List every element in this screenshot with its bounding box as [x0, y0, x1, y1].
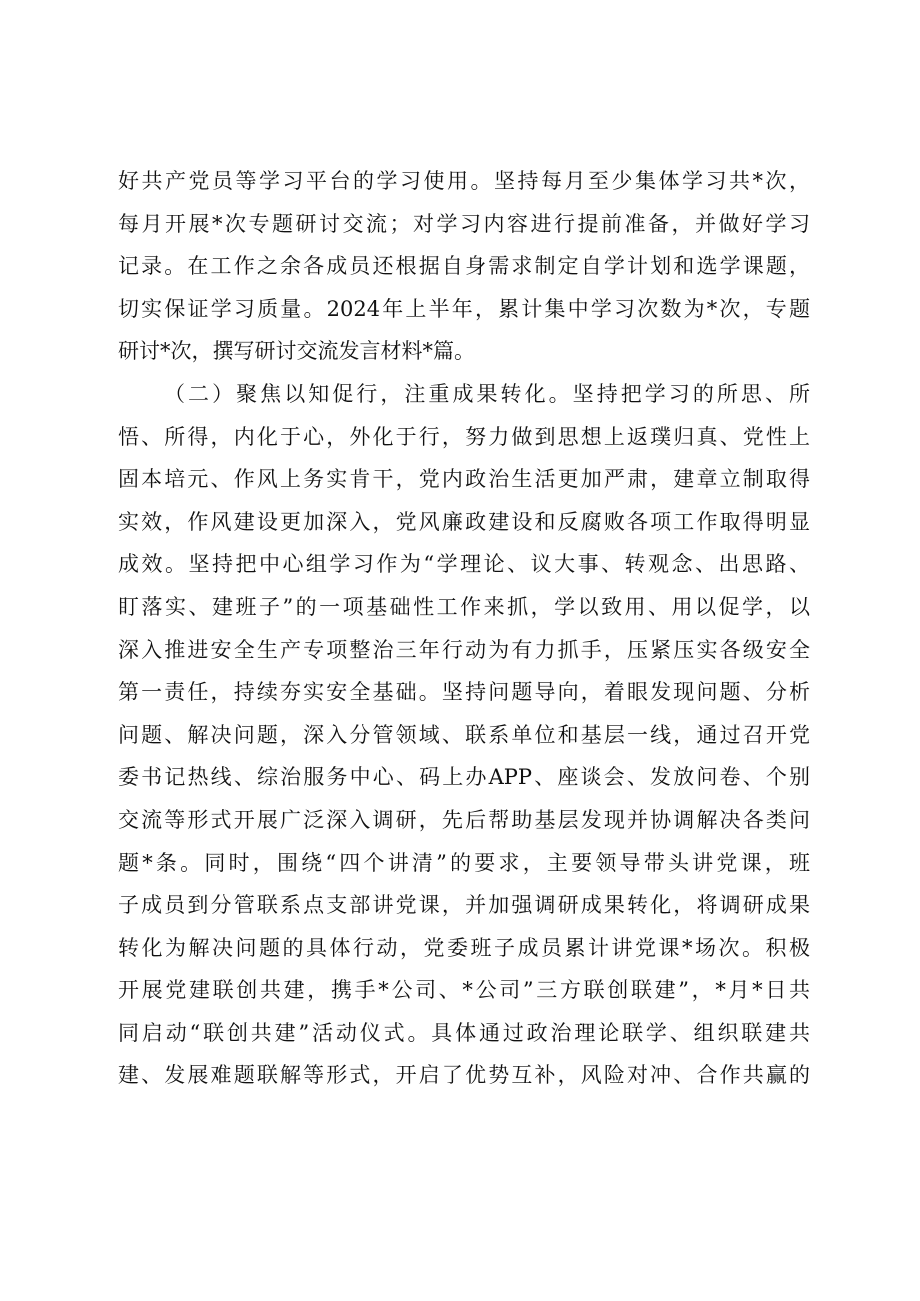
- text-line: 建、发展难题联解等形式，开启了优势互补，风险对冲、合作共赢的: [118, 1063, 810, 1088]
- text-line: 交流等形式开展广泛深入调研，先后帮助基层发现并协调解决各类问: [118, 807, 810, 832]
- text-line: 记录。在工作之余各成员还根据自身需求制定自学计划和选学课题，: [118, 254, 810, 279]
- text-line: 子成员到分管联系点支部讲党课，并加强调研成果转化，将调研成果: [118, 893, 810, 918]
- text-line: 固本培元、作风上务实肯干，党内政治生活更加严肃，建章立制取得: [118, 467, 810, 492]
- section-heading-line: （二）聚焦以知促行，注重成果转化。坚持把学习的所思、所: [164, 381, 810, 406]
- text-line: 盯落实、建班子”的一项基础性工作来抓，学以致用、用以促学，以: [118, 594, 810, 619]
- text-line: 转化为解决问题的具体行动，党委班子成员累计讲党课*场次。积极: [118, 935, 810, 960]
- paragraph-1: [118, 160, 810, 373]
- text-line: 题*条。同时，围绕“四个讲清”的要求，主要领导带头讲党课，班: [118, 850, 810, 875]
- text-line: 研讨*次，撰写研讨交流发言材料*篇。: [118, 339, 475, 364]
- text-line: 好共产党员等学习平台的学习使用。坚持每月至少集体学习共*次，: [118, 169, 810, 193]
- text-line: 委书记热线、综治服务中心、码上办APP、座谈会、发放问卷、个别: [118, 765, 810, 790]
- text-line: 同启动“联创共建”活动仪式。具体通过政治理论联学、组织联建共: [118, 1020, 810, 1045]
- text-line: 深入推进安全生产专项整治三年行动为有力抓手，压紧压实各级安全: [118, 637, 810, 662]
- text-line: 每月开展*次专题研讨交流；对学习内容进行提前准备，并做好学习: [118, 211, 810, 236]
- document-body: [118, 160, 810, 1097]
- text-line: 开展党建联创共建，携手*公司、*公司”三方联创联建”，*月*日共: [118, 978, 810, 1003]
- text-line: 实效，作风建设更加深入，党风廉政建设和反腐败各项工作取得明显: [118, 509, 810, 534]
- paragraph-2: [118, 373, 810, 1097]
- text-line: 悟、所得，内化于心，外化于行，努力做到思想上返璞归真、党性上: [118, 424, 810, 449]
- text-line: 切实保证学习质量。2024年上半年，累计集中学习次数为*次，专题: [118, 296, 810, 321]
- text-line: 成效。坚持把中心组学习作为“学理论、议大事、转观念、出思路、: [118, 552, 810, 577]
- text-line: 第一责任，持续夯实安全基础。坚持问题导向，着眼发现问题、分析: [118, 680, 810, 705]
- text-line: 问题、解决问题，深入分管领域、联系单位和基层一线，通过召开党: [118, 722, 810, 747]
